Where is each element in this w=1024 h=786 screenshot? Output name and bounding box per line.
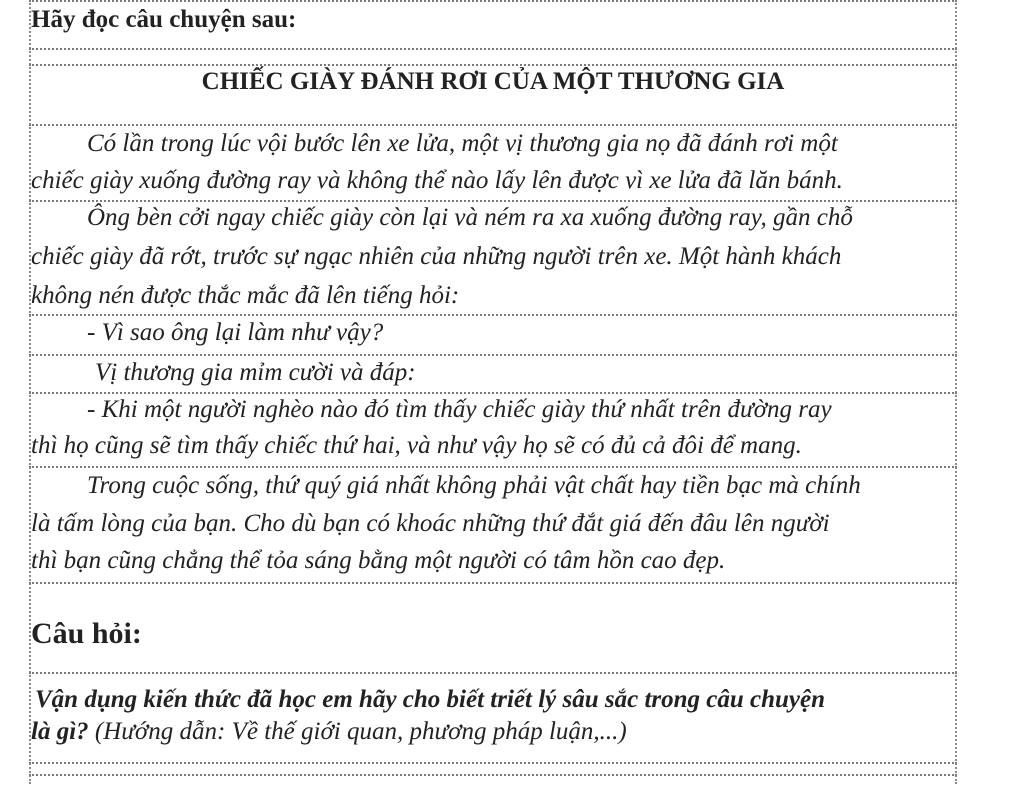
story-line: Vị thương gia mỉm cười và đáp: <box>95 359 416 386</box>
story-line: - Khi một người nghèo nào đó tìm thấy chiếc giày thứ nhất trên đường ray <box>87 396 832 423</box>
question-hint: (Hướng dẫn: Về thế giới quan, phương pháp luận,...) <box>88 718 627 745</box>
story-line: - Vì sao ông lại làm như vậy? <box>87 319 384 346</box>
story-line: là tấm lòng của bạn. Cho dù bạn có khoác những thứ đắt giá đến đâu lên người <box>31 510 830 537</box>
story-line: Trong cuộc sống, thứ quý giá nhất không phải vật chất hay tiền bạc mà chính <box>87 472 861 499</box>
story-line: chiếc giày xuống đường ray và không thể nào lấy lên được vì xe lửa đã lăn bánh. <box>31 167 843 194</box>
story-line: không nén được thắc mắc đã lên tiếng hỏi: <box>31 282 460 309</box>
question-heading-cell <box>29 582 957 674</box>
intro-text: Hãy đọc câu chuyện sau: <box>31 6 297 33</box>
question-heading: Câu hỏi: <box>31 617 142 650</box>
story-line: chiếc giày đã rớt, trước sự ngạc nhiên của những người trên xe. Một hành khách <box>31 243 842 270</box>
story-line: thì bạn cũng chẳng thể tỏa sáng bằng một người có tâm hồn cao đẹp. <box>31 547 726 574</box>
story-title: CHIẾC GIÀY ĐÁNH RƠI CỦA MỘT THƯƠNG GIA <box>201 68 785 95</box>
question-text-line-2 <box>31 718 627 746</box>
question-text: Vận dụng kiến thức đã học em hãy cho biết triết lý sâu sắc trong câu chuyện <box>35 686 826 713</box>
story-line: thì họ cũng sẽ tìm thấy chiếc thứ hai, và như vậy họ sẽ có đủ cả đôi để mang. <box>31 432 802 459</box>
document-page <box>29 0 957 784</box>
question-text-bold: là gì? <box>31 718 89 745</box>
story-line: Có lần trong lúc vội bước lên xe lửa, một vị thương gia nọ đã đánh rơi một <box>87 130 838 157</box>
story-line: Ông bèn cởi ngay chiếc giày còn lại và ném ra xa xuống đường ray, gần chỗ <box>87 204 853 231</box>
bottom-cell <box>29 774 957 786</box>
